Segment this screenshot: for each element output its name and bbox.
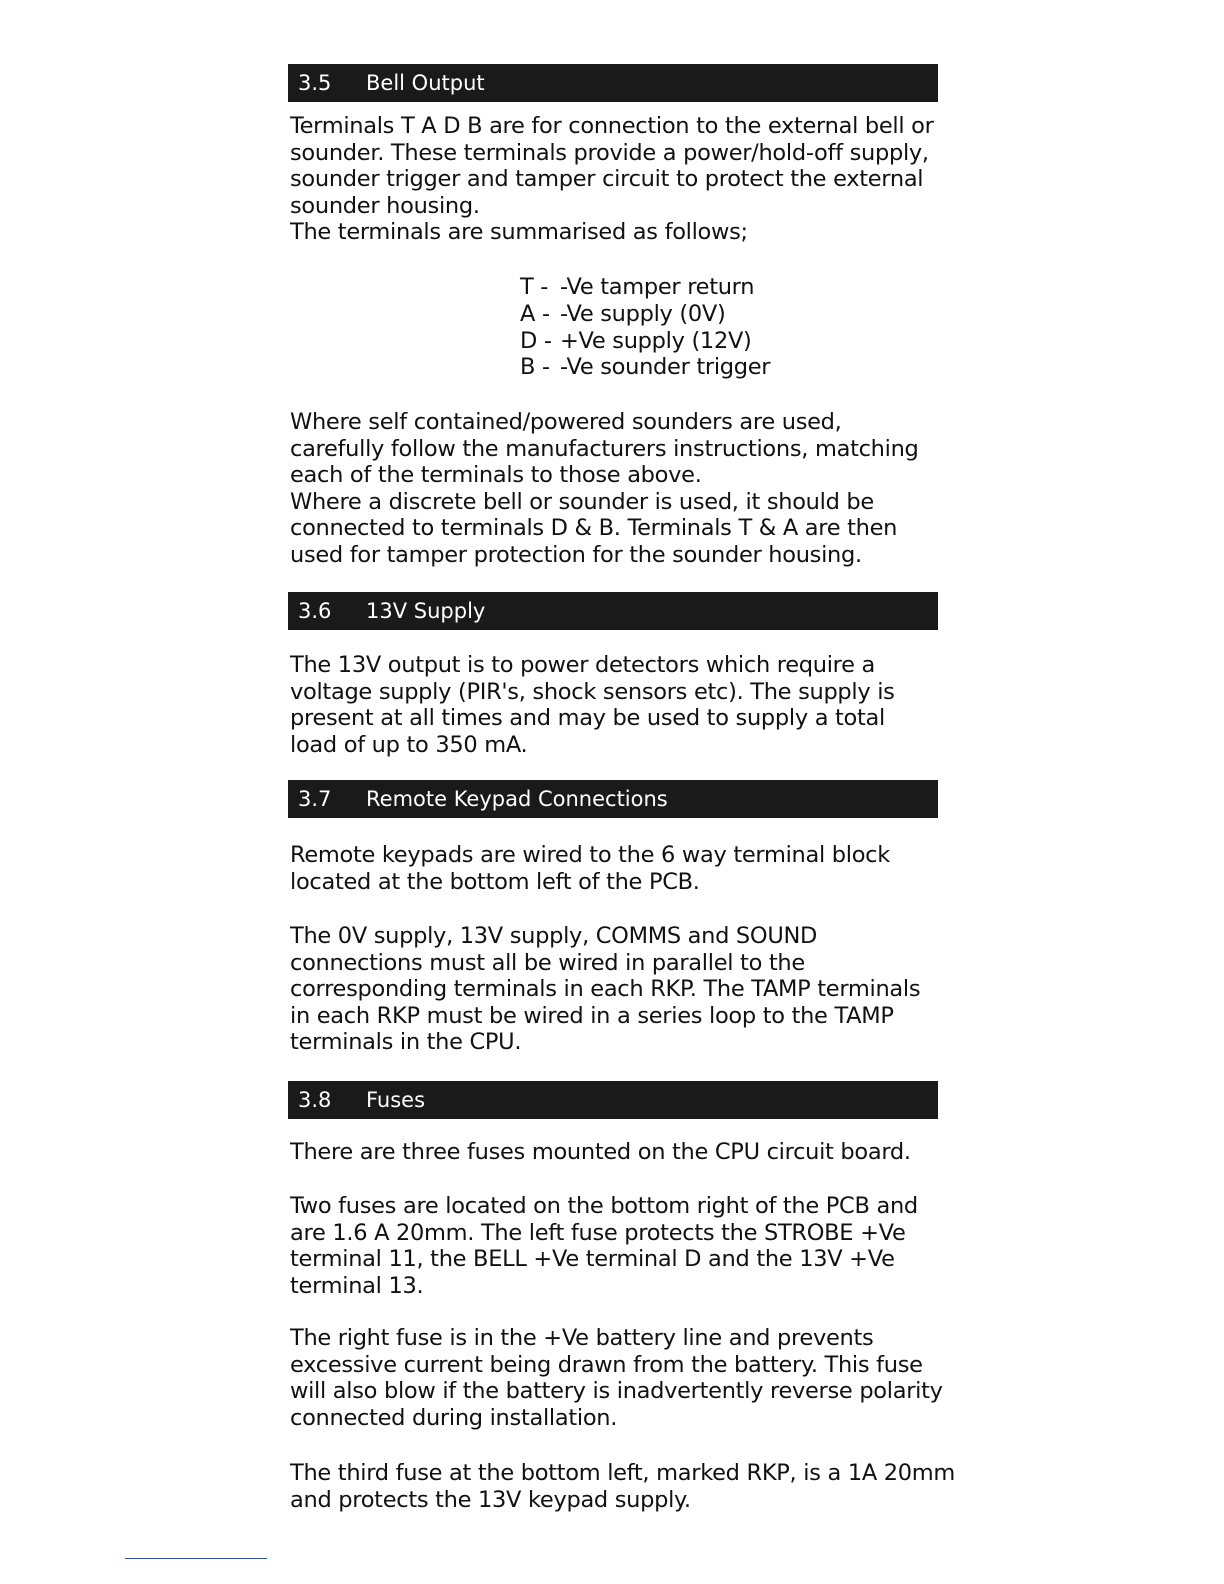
text-line: excessive current being drawn from the battery. This fuse bbox=[290, 1351, 923, 1378]
text-line: Where a discrete bell or sounder is used, it should be bbox=[290, 488, 874, 515]
text-line: Remote keypads are wired to the 6 way terminal block bbox=[290, 842, 890, 868]
section-title: 13V Supply bbox=[366, 599, 486, 623]
text-line: in each RKP must be wired in a series loop to the TAMP bbox=[290, 1002, 894, 1029]
section-number: 3.5 bbox=[298, 71, 332, 95]
section-number: 3.8 bbox=[298, 1088, 332, 1112]
terminal-desc: -Ve tamper return bbox=[560, 274, 755, 300]
bell-output-intro bbox=[290, 113, 950, 246]
text-line: each of the terminals to those above. bbox=[290, 462, 702, 489]
section-header-3-7 bbox=[288, 780, 938, 818]
fuses-paragraph-2 bbox=[290, 1193, 950, 1299]
section-header-3-5 bbox=[288, 64, 938, 102]
text-line: are 1.6 A 20mm. The left fuse protects the STROBE +Ve bbox=[290, 1219, 906, 1246]
text-line: Two fuses are located on the bottom right of the PCB and bbox=[290, 1193, 918, 1219]
terminal-row bbox=[520, 301, 920, 328]
text-line: The terminals are summarised as follows; bbox=[290, 219, 748, 246]
section-header-3-6 bbox=[288, 592, 938, 630]
section-header-3-8 bbox=[288, 1081, 938, 1119]
text-line: Terminals T A D B are for connection to the external bell or bbox=[290, 113, 934, 139]
keypad-paragraph-1 bbox=[290, 842, 950, 895]
text-line: used for tamper protection for the sounder housing. bbox=[290, 541, 862, 568]
text-line: sounder housing. bbox=[290, 192, 480, 219]
text-line: present at all times and may be used to supply a total bbox=[290, 705, 885, 732]
text-line: The 13V output is to power detectors which require a bbox=[290, 652, 876, 678]
text-line: voltage supply (PIR's, shock sensors etc). The supply is bbox=[290, 678, 895, 705]
fuses-paragraph-4 bbox=[290, 1460, 956, 1513]
terminal-list bbox=[520, 274, 920, 381]
text-line: sounder trigger and tamper circuit to protect the external bbox=[290, 166, 924, 193]
terminal-key: A - bbox=[520, 300, 550, 327]
section-title: Remote Keypad Connections bbox=[366, 787, 668, 811]
text-line: Where self contained/powered sounders are used, bbox=[290, 409, 842, 435]
terminal-row bbox=[520, 328, 920, 355]
text-line: connected during installation. bbox=[290, 1404, 618, 1431]
text-line: connected to terminals D & B. Terminals T & A are then bbox=[290, 515, 898, 542]
text-line: will also blow if the battery is inadvertently reverse polarity bbox=[290, 1378, 943, 1405]
terminal-key: D - bbox=[520, 327, 552, 354]
fuses-paragraph-3 bbox=[290, 1325, 950, 1431]
text-line: corresponding terminals in each RKP. The TAMP terminals bbox=[290, 976, 921, 1003]
fuses-paragraph-1 bbox=[290, 1139, 950, 1166]
terminal-desc: -Ve supply (0V) bbox=[560, 300, 726, 327]
text-line: terminal 13. bbox=[290, 1272, 424, 1299]
bell-output-notes bbox=[290, 409, 950, 569]
terminal-row bbox=[520, 274, 920, 301]
terminal-desc: +Ve supply (12V) bbox=[560, 327, 752, 354]
text-line: connections must all be wired in parallel to the bbox=[290, 949, 805, 976]
terminal-key: B - bbox=[520, 354, 550, 381]
text-line: The right fuse is in the +Ve battery line and prevents bbox=[290, 1325, 874, 1351]
text-line: load of up to 350 mA. bbox=[290, 731, 528, 758]
terminal-row bbox=[520, 354, 920, 381]
supply-paragraph bbox=[290, 652, 950, 758]
footnote-separator bbox=[125, 1558, 267, 1559]
section-title: Bell Output bbox=[366, 71, 485, 95]
text-line: terminal 11, the BELL +Ve terminal D and the 13V +Ve bbox=[290, 1246, 895, 1273]
terminal-desc: -Ve sounder trigger bbox=[560, 354, 771, 381]
section-title: Fuses bbox=[366, 1088, 426, 1112]
text-line: The 0V supply, 13V supply, COMMS and SOUND bbox=[290, 923, 818, 949]
text-line: sounder. These terminals provide a power/hold-off supply, bbox=[290, 139, 929, 166]
text-line: carefully follow the manufacturers instructions, matching bbox=[290, 435, 919, 462]
text-line: terminals in the CPU. bbox=[290, 1029, 522, 1056]
section-number: 3.6 bbox=[298, 599, 332, 623]
terminal-key: T - bbox=[520, 274, 549, 300]
text-line: There are three fuses mounted on the CPU circuit board. bbox=[290, 1139, 911, 1165]
keypad-paragraph-2 bbox=[290, 923, 950, 1056]
text-line: and protects the 13V keypad supply. bbox=[290, 1486, 691, 1513]
text-line: located at the bottom left of the PCB. bbox=[290, 868, 700, 895]
text-line: The third fuse at the bottom left, marked RKP, is a 1A 20mm bbox=[290, 1460, 956, 1486]
section-number: 3.7 bbox=[298, 787, 332, 811]
